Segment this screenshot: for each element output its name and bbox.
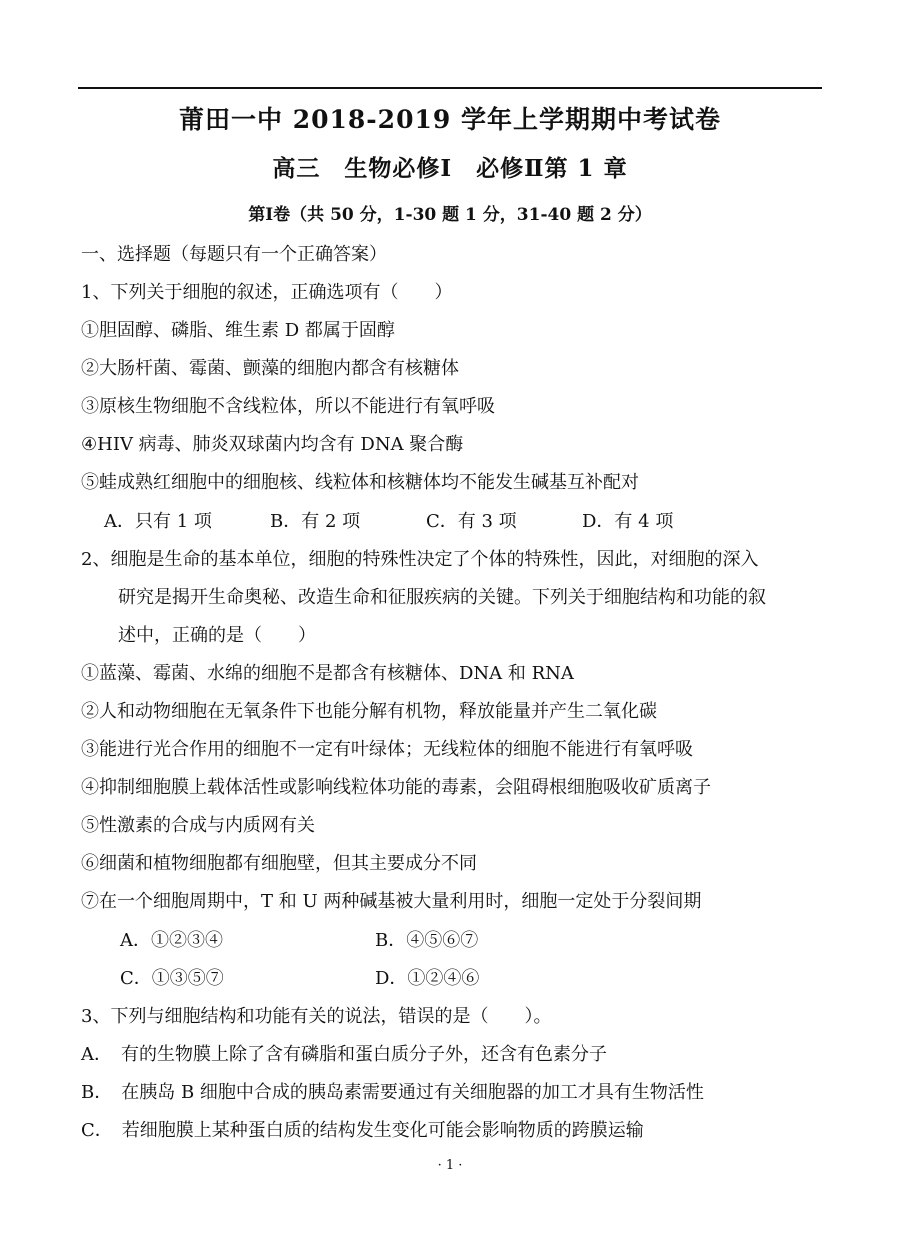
q2-stem-line-3: 述中，正确的是（ ） xyxy=(118,625,316,646)
exam-title: 莆田一中 2018-2019 学年上学期期中考试卷 xyxy=(179,105,721,134)
q2-item-2: ②人和动物细胞在无氧条件下也能分解有机物，释放能量并产生二氧化碳 xyxy=(81,701,657,722)
q3-option-a: A． 有的生物膜上除了含有磷脂和蛋白质分子外，还含有色素分子 xyxy=(81,1044,607,1065)
q2-option-d: D．①②④⑥ xyxy=(375,968,480,989)
q3-stem: 3、下列与细胞结构和功能有关的说法，错误的是（ ）。 xyxy=(81,1006,552,1027)
q2-stem-line-1: 2、细胞是生命的基本单位，细胞的特殊性决定了个体的特殊性，因此，对细胞的深入 xyxy=(81,549,759,570)
exam-subtitle: 高三 生物必修Ⅰ 必修Ⅱ第 1 章 xyxy=(272,155,628,182)
q2-item-3: ③能进行光合作用的细胞不一定有叶绿体；无线粒体的细胞不能进行有氧呼吸 xyxy=(81,739,693,760)
q1-item-1: ①胆固醇、磷脂、维生素 D 都属于固醇 xyxy=(81,320,395,341)
q2-item-4: ④抑制细胞膜上载体活性或影响线粒体功能的毒素，会阻碍根细胞吸收矿质离子 xyxy=(81,777,711,798)
q2-stem-line-2: 研究是揭开生命奥秘、改造生命和征服疾病的关键。下列关于细胞结构和功能的叙 xyxy=(118,587,766,608)
page-number: · 1 · xyxy=(437,1158,463,1173)
q2-item-5: ⑤性激素的合成与内质网有关 xyxy=(81,815,315,836)
q2-option-b: B．④⑤⑥⑦ xyxy=(375,930,479,951)
q1-option-b: B．有 2 项 xyxy=(270,511,361,532)
part-note: 第Ⅰ卷（共 50 分，1-30 题 1 分，31-40 题 2 分） xyxy=(248,205,652,225)
q1-item-5: ⑤蛙成熟红细胞中的细胞核、线粒体和核糖体均不能发生碱基互补配对 xyxy=(81,472,639,493)
q1-item-4: ④HIV 病毒、肺炎双球菌内均含有 DNA 聚合酶 xyxy=(81,434,464,455)
q3-option-c: C． 若细胞膜上某种蛋白质的结构发生变化可能会影响物质的跨膜运输 xyxy=(81,1120,644,1141)
q1-item-2: ②大肠杆菌、霉菌、颤藻的细胞内都含有核糖体 xyxy=(81,358,459,379)
q2-option-a: A．①②③④ xyxy=(120,930,223,951)
section-heading: 一、选择题（每题只有一个正确答案） xyxy=(81,244,387,265)
q1-option-c: C．有 3 项 xyxy=(426,511,517,532)
q1-stem: 1、下列关于细胞的叙述，正确选项有（ ） xyxy=(81,282,453,303)
q3-option-b: B． 在胰岛 B 细胞中合成的胰岛素需要通过有关细胞器的加工才具有生物活性 xyxy=(81,1082,704,1103)
q1-option-a: A．只有 1 项 xyxy=(104,511,212,532)
q2-item-7: ⑦在一个细胞周期中，T 和 U 两种碱基被大量利用时，细胞一定处于分裂间期 xyxy=(81,891,702,912)
q1-item-3: ③原核生物细胞不含线粒体，所以不能进行有氧呼吸 xyxy=(81,396,495,417)
header-rule xyxy=(78,87,822,89)
q1-option-d: D．有 4 项 xyxy=(582,511,674,532)
q2-item-6: ⑥细菌和植物细胞都有细胞壁，但其主要成分不同 xyxy=(81,853,477,874)
q2-option-c: C．①③⑤⑦ xyxy=(120,968,224,989)
q2-item-1: ①蓝藻、霉菌、水绵的细胞不是都含有核糖体、DNA 和 RNA xyxy=(81,663,574,684)
